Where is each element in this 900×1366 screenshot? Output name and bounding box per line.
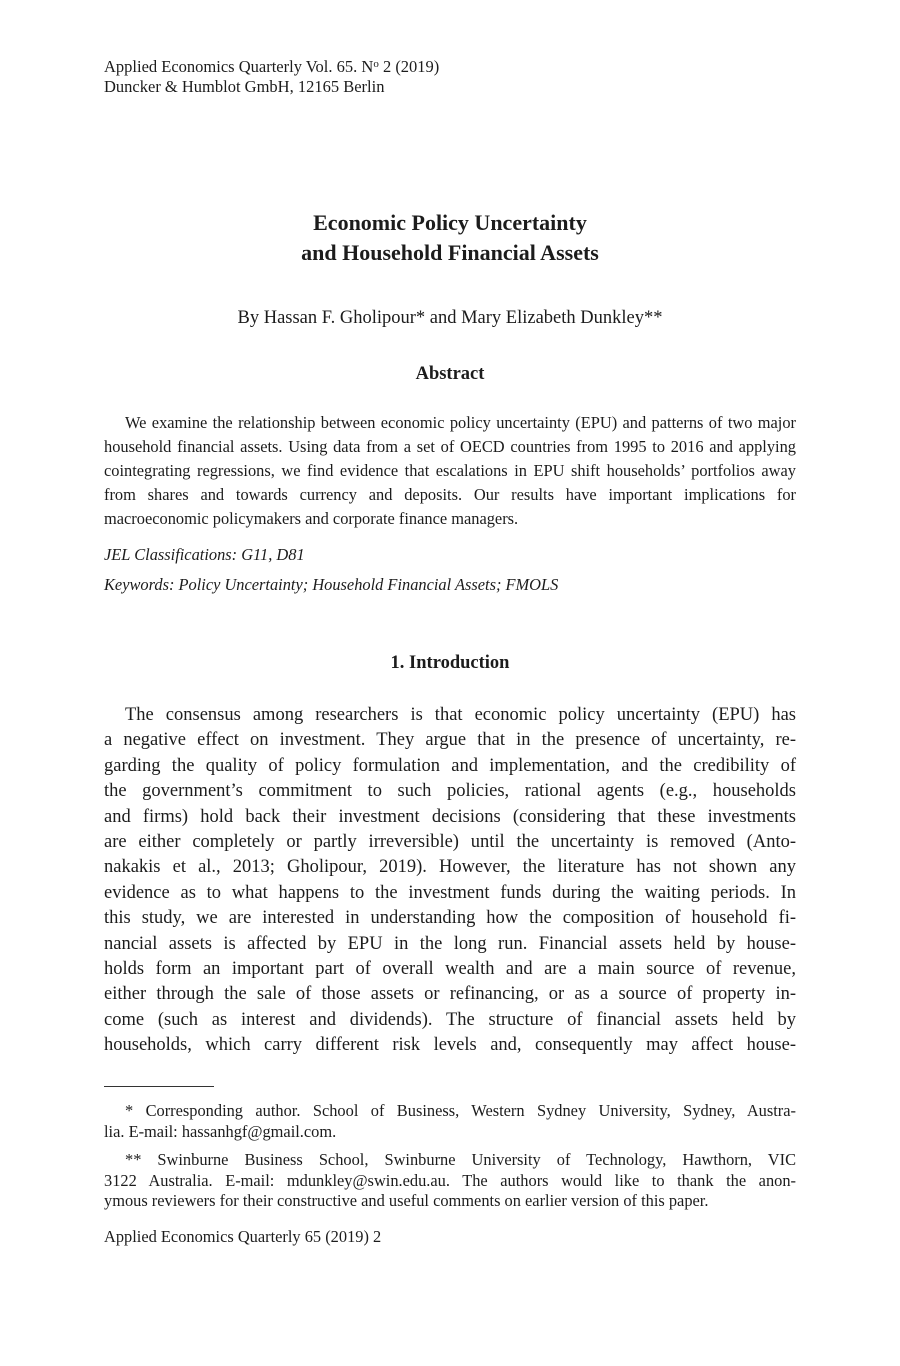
intro-line: garding the quality of policy formulation and implementation, and the credibility of <box>104 755 796 776</box>
journal-header <box>104 57 439 97</box>
intro-line: this study, we are interested in understanding how the composition of household fi- <box>104 908 796 929</box>
footnote-1-line: lia. E-mail: hassanhgf@gmail.com. <box>104 1121 337 1141</box>
footnote-1-line: * Corresponding author. School of Business, Western Sydney University, Sydney, Austra- <box>125 1101 796 1120</box>
footnote-2-line: 3122 Australia. E-mail: mdunkley@swin.edu.au. The authors would like to thank the anon- <box>104 1170 796 1190</box>
footnote-2-line: ymous reviewers for their constructive and useful comments on earlier version of this paper. <box>104 1191 709 1210</box>
intro-line: a negative effect on investment. They argue that in the presence of uncertainty, re- <box>104 730 796 751</box>
journal-volume-line <box>104 57 439 77</box>
abstract-body: We examine the relationship between economic policy uncertainty (EPU) and patterns of two major household financial assets. Using data from a set of OECD countries from 1995 to 2016 and applying cointegrating regressions, we find evidence that escalations in EPU shift households’ portfolios away from shares and towards currency and deposits. Our results have important implications for macroeconomic policymakers and corporate finance managers. <box>104 413 796 528</box>
intro-line: are either completely or partly irreversible) until the uncertainty is removed (Anto- <box>104 831 796 852</box>
jel-classifications: JEL Classifications: G11, D81 <box>104 545 305 564</box>
authors: By Hassan F. Gholipour* and Mary Elizabeth Dunkley** <box>237 308 663 328</box>
keywords: Keywords: Policy Uncertainty; Household Financial Assets; FMOLS <box>104 575 559 594</box>
intro-line: households, which carry different risk levels and, consequently may affect house- <box>104 1035 796 1056</box>
intro-line: nancial assets is affected by EPU in the long run. Financial assets held by house- <box>104 933 796 954</box>
page-footer: Applied Economics Quarterly 65 (2019) 2 <box>104 1227 382 1246</box>
paper-title <box>0 208 900 268</box>
intro-line: the government’s commitment to such policies, rational agents (e.g., households <box>104 781 796 802</box>
abstract-heading: Abstract <box>415 364 485 384</box>
footnote-rule <box>104 1086 214 1087</box>
intro-line: The consensus among researchers is that economic policy uncertainty (EPU) has <box>125 705 796 725</box>
footnotes <box>104 1101 796 1212</box>
publisher-line: Duncker & Humblot GmbH, 12165 Berlin <box>104 77 385 96</box>
intro-line: and firms) hold back their investment decisions (considering that these investments <box>104 806 796 827</box>
journal-volume-text: Applied Economics Quarterly Vol. 65. N <box>104 57 374 76</box>
introduction-body <box>104 703 796 1058</box>
journal-issue-text: 2 (2019) <box>378 57 440 76</box>
title-line-2: and Household Financial Assets <box>301 240 599 265</box>
intro-line: holds form an important part of overall wealth and are a main source of revenue, <box>104 958 796 979</box>
title-line-1: Economic Policy Uncertainty <box>313 210 587 235</box>
intro-line: nakakis et al., 2013; Gholipour, 2019). However, the literature has not shown any <box>104 857 796 878</box>
journal-number-sup: o <box>373 58 379 70</box>
intro-line: come (such as interest and dividends). The structure of financial assets held by <box>104 1009 796 1030</box>
intro-line: evidence as to what happens to the investment funds during the waiting periods. In <box>104 882 796 903</box>
footnote-2-line: ** Swinburne Business School, Swinburne University of Technology, Hawthorn, VIC <box>125 1150 796 1169</box>
section-heading-introduction: 1. Introduction <box>390 653 510 673</box>
intro-line: either through the sale of those assets or refinancing, or as a source of property in- <box>104 984 796 1005</box>
